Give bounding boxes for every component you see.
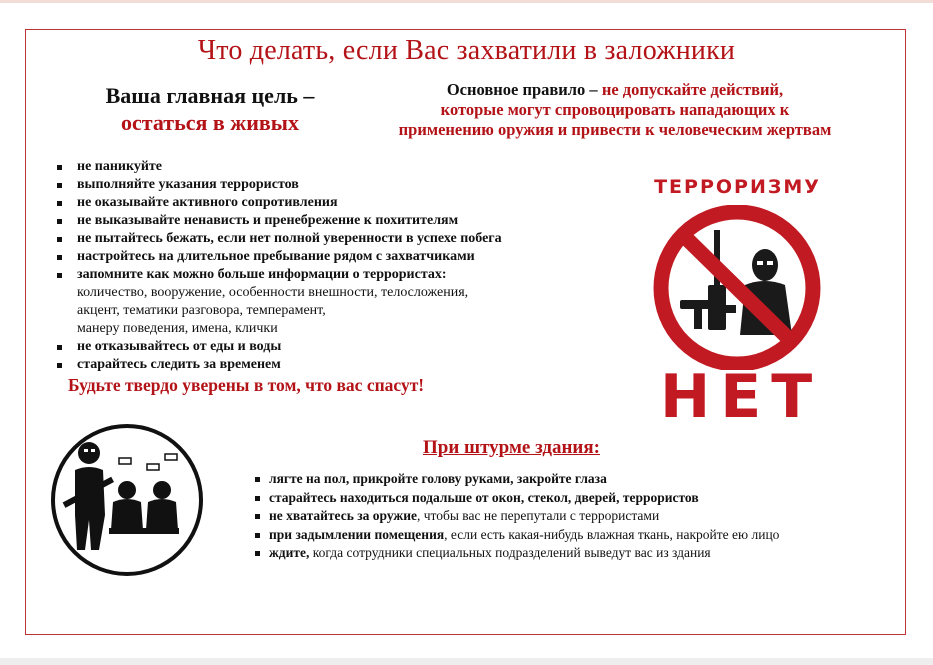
tip-item: выполняйте указания террористов	[55, 176, 502, 194]
tip-item: не паникуйте	[55, 158, 502, 176]
storm-item-rest: , чтобы вас не перепутали с террористами	[416, 508, 660, 523]
storm-item	[255, 507, 779, 526]
tip-item: старайтесь следить за временем	[55, 356, 502, 374]
tip-item: не оказывайте активного сопротивления	[55, 194, 502, 212]
tip-item-remember-text: запомните как можно больше информации о террористах:	[77, 267, 447, 282]
storm-item-bold: ждите,	[269, 545, 310, 560]
tip-detail: акцент, тематики разговора, темперамент,	[77, 303, 326, 318]
stamp-top-text: ТЕРРОРИЗМУ	[654, 176, 821, 198]
storm-item-bold: лягте на пол, прикройте голову руками, закройте глаза	[269, 471, 607, 486]
main-goal-line2: остаться в живых	[121, 110, 299, 135]
storm-item-rest: когда сотрудники специальных подразделений выведут вас из здания	[309, 545, 711, 560]
main-goal-line1: Ваша главная цель –	[105, 83, 315, 108]
main-rule-lead: Основное правило –	[446, 80, 598, 99]
hostage-tips-list	[55, 158, 502, 374]
tip-item: не выказывайте ненависть и пренебрежение к похитителям	[55, 212, 502, 230]
main-goal	[60, 82, 360, 136]
top-rule	[0, 0, 933, 3]
main-rule	[360, 80, 870, 140]
storm-item-bold: старайтесь находиться подальше от окон, стекол, дверей, террористов	[269, 489, 699, 505]
be-confident-text: Будьте твердо уверены в том, что вас спасут!	[68, 375, 425, 395]
hostage-situation-icon	[47, 420, 207, 580]
storm-item-bold: не хватайтесь за оружие	[269, 508, 417, 523]
no-terrorism-sign-icon	[650, 205, 825, 370]
storm-item	[255, 544, 779, 563]
stamp-bottom-text: НЕТ	[660, 362, 823, 432]
storm-instructions-list	[255, 470, 779, 563]
storm-item-bold: при задымлении помещения	[269, 526, 445, 542]
tip-detail: количество, вооружение, особенности внешности, телосложения,	[77, 285, 469, 300]
tip-detail: манеру поведения, имена, клички	[77, 321, 278, 336]
storm-item	[255, 489, 779, 508]
storm-item-rest: , если есть какая-нибудь влажная ткань, накройте ею лицо	[444, 526, 780, 542]
main-rule-line3: применению оружия и привести к человеческим жертвам	[398, 120, 832, 139]
poster-title: Что делать, если Вас захватили в заложники	[197, 35, 736, 66]
tip-item: не отказывайтесь от еды и воды	[55, 338, 502, 356]
main-rule-line2: которые могут спровоцировать нападающих к	[440, 100, 790, 119]
tip-item: настройтесь на длительное пребывание рядом с захватчиками	[55, 248, 502, 266]
tip-item: не пытайтесь бежать, если нет полной уверенности в успехе побега	[55, 230, 502, 248]
storm-item	[255, 470, 779, 489]
main-rule-line1-rest: не допускайте действий,	[597, 80, 784, 99]
bottom-rule	[0, 658, 933, 665]
main-rule-line1	[360, 80, 870, 100]
storm-item	[255, 526, 779, 545]
storm-section-title: При штурме здания:	[423, 437, 600, 458]
tip-item-remember	[55, 266, 502, 338]
